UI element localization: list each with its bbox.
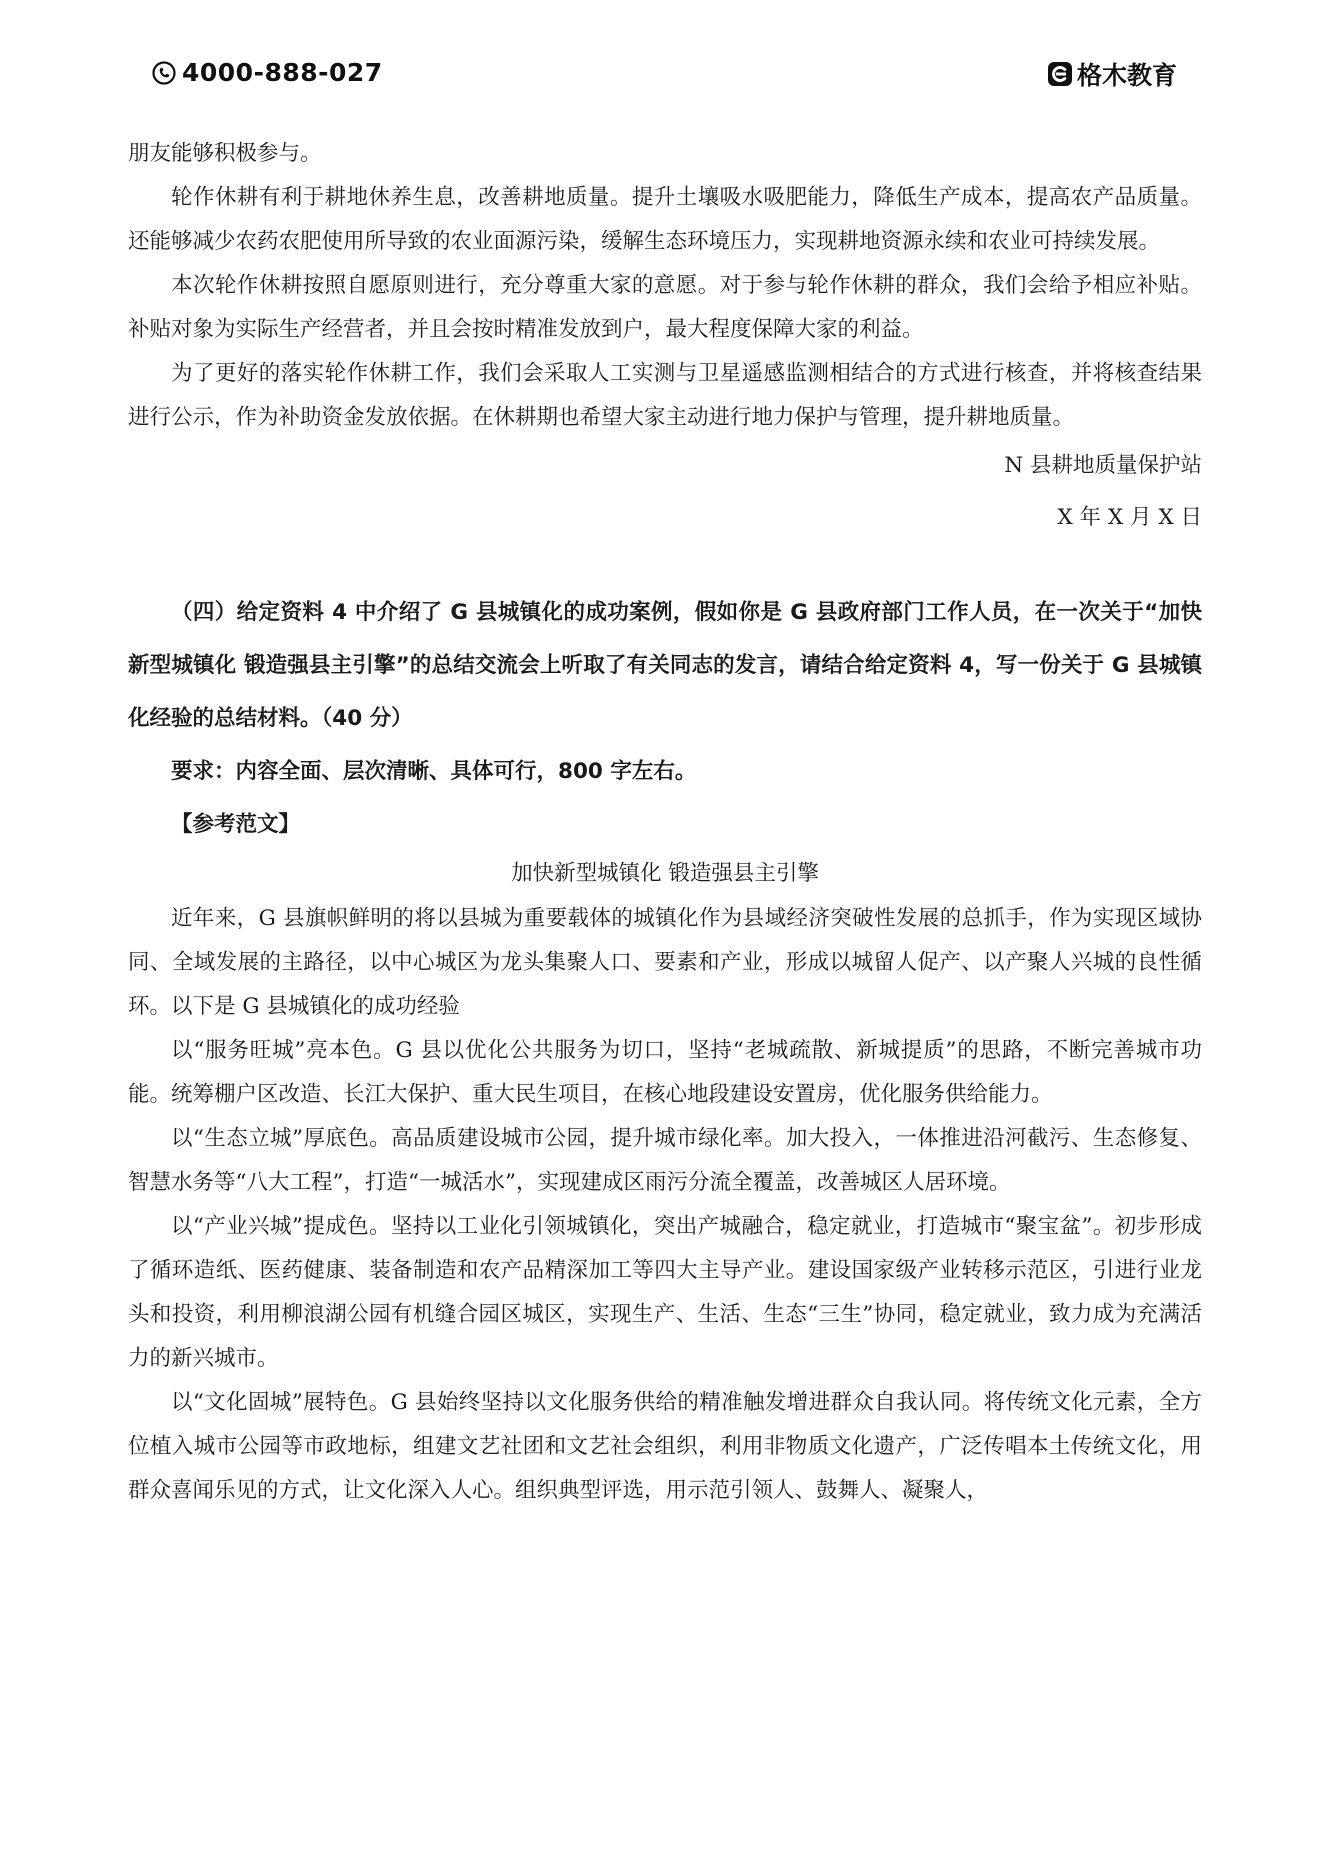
essay-paragraph: 以“生态立城”厚底色。高品质建设城市公园，提升城市绿化率。加大投入，一体推进沿河截污、生态修复、智慧水务等“八大工程”，打造“一城活水”，实现建成区雨污分流全覆盖，改善城区人居环境。 [128, 1126, 1202, 1195]
phone-contact [152, 58, 383, 87]
signature-date: X 年 X 月 X 日 [1057, 505, 1202, 530]
page-header [0, 0, 1323, 110]
document-body [128, 132, 1202, 1513]
brand-name: 格木教育 [1076, 61, 1177, 90]
signature-organization: N 县耕地质量保护站 [1004, 453, 1202, 478]
reference-label: 【参考范文】 [171, 812, 301, 837]
question-prompt: （四）给定资料 4 中介绍了 G 县城镇化的成功案例，假如你是 G 县政府部门工作人员，在一次关于“加快新型城镇化 锻造强县主引擎”的总结交流会上听取了有关同志的发言，请结合给定资料 4，写一份关于 G 县城镇化经验的总结材料。（40 分） [128, 600, 1202, 731]
essay-paragraph: 以“产业兴城”提成色。坚持以工业化引领城镇化，突出产城融合，稳定就业，打造城市“聚宝盆”。初步形成了循环造纸、医药健康、装备制造和农产品精深加工等四大主导产业。建设国家级产业转移示范区，引进行业龙头和投资，利用柳浪湖公园有机缝合园区城区，实现生产、生活、生态“三生”协同，稳定就业，致力成为充满活力的新兴城市。 [128, 1214, 1202, 1371]
spacer [128, 544, 1202, 586]
paragraph: 轮作休耕有利于耕地休养生息，改善耕地质量。提升土壤吸水吸肥能力，降低生产成本，提高农产品质量。还能够减少农药农肥使用所导致的农业面源污染，缓解生态环境压力，实现耕地资源永续和农业可持续发展。 [128, 185, 1202, 254]
brand [1047, 56, 1177, 92]
brand-logo-icon [1047, 61, 1073, 87]
phone-number: 4000-888-027 [182, 58, 383, 87]
essay-paragraph: 以“服务旺城”亮本色。G 县以优化公共服务为切口，坚持“老城疏散、新城提质”的思路，不断完善城市功能。统筹棚户区改造、长江大保护、重大民生项目，在核心地段建设安置房，优化服务供给能力。 [128, 1038, 1202, 1107]
paragraph: 为了更好的落实轮作休耕工作，我们会采取人工实测与卫星遥感监测相结合的方式进行核查，并将核查结果进行公示，作为补助资金发放依据。在休耕期也希望大家主动进行地力保护与管理，提升耕地质量。 [128, 361, 1202, 430]
paragraph: 本次轮作休耕按照自愿原则进行，充分尊重大家的意愿。对于参与轮作休耕的群众，我们会给予相应补贴。补贴对象为实际生产经营者，并且会按时精准发放到户，最大程度保障大家的利益。 [128, 273, 1202, 342]
paragraph: 朋友能够积极参与。 [128, 141, 322, 166]
essay-paragraph: 以“文化固城”展特色。G 县始终坚持以文化服务供给的精准触发增进群众自我认同。将传统文化元素，全方位植入城市公园等市政地标，组建文艺社团和文艺社会组织，利用非物质文化遗产，广泛传唱本土传统文化，用群众喜闻乐见的方式，让文化深入人心。组织典型评选，用示范引领人、鼓舞人、凝聚人， [128, 1390, 1202, 1503]
question-requirement: 要求：内容全面、层次清晰、具体可行，800 字左右。 [171, 759, 697, 784]
essay-paragraph: 近年来，G 县旗帜鲜明的将以县城为重要载体的城镇化作为县域经济突破性发展的总抓手，作为实现区域协同、全域发展的主路径，以中心城区为龙头集聚人口、要素和产业，形成以城留人促产、以产聚人兴城的良性循环。以下是 G 县城镇化的成功经验 [128, 906, 1202, 1019]
phone-icon [152, 61, 176, 85]
essay-title: 加快新型城镇化 锻造强县主引擎 [511, 861, 819, 886]
